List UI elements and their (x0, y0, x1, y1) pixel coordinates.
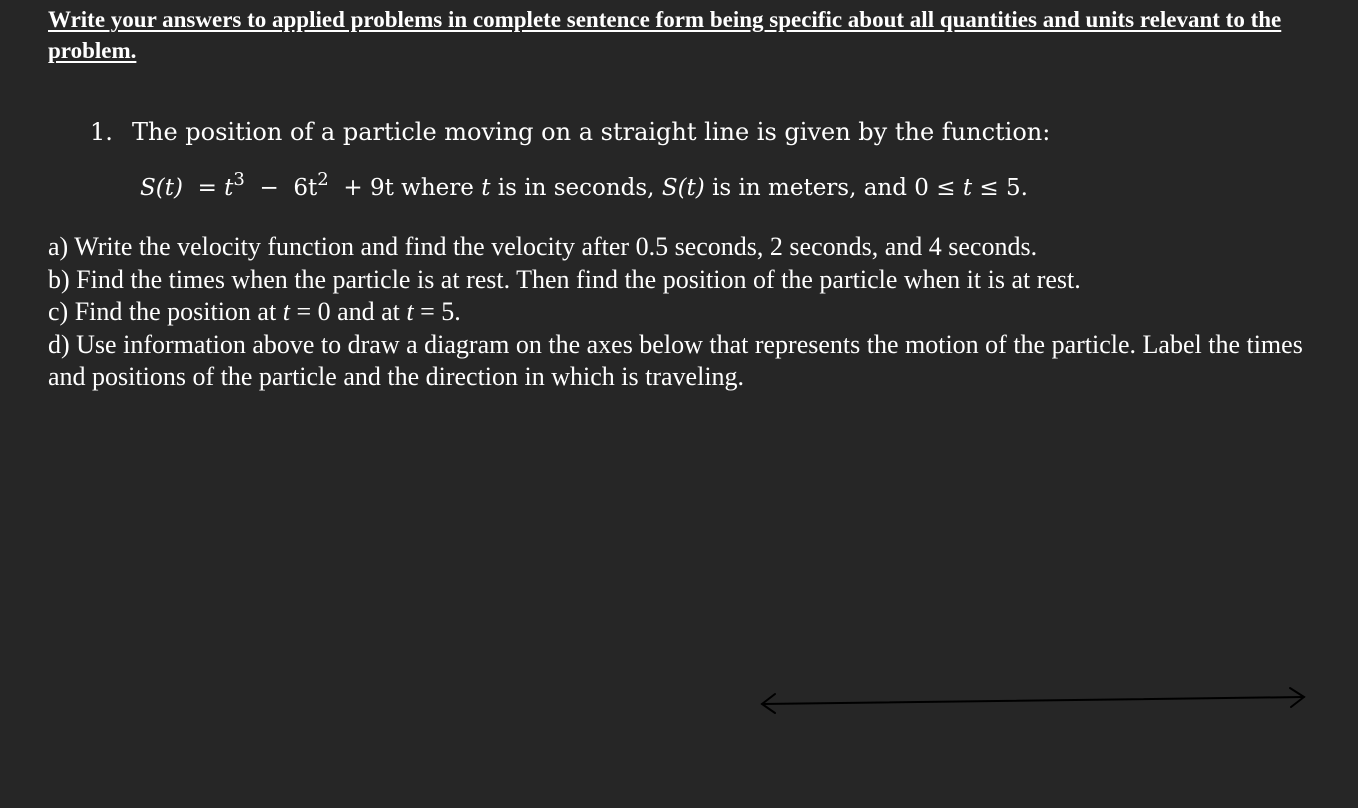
part-d: d) Use information above to draw a diagram on the axes below that represents the motion of the particle. Label the times and positions of the particle and the direction in which is traveling. (48, 329, 1303, 391)
part-a: a) Write the velocity function and find the velocity after 0.5 seconds, 2 seconds, and 4 seconds. (48, 232, 1038, 261)
part-c-t2: t (406, 297, 414, 326)
question-number: 1. (90, 118, 113, 146)
formula-meters: is in meters, and 0 ≤ (712, 175, 956, 201)
formula-lhs: S(t) (140, 175, 183, 201)
part-c-eq2: = 5. (420, 297, 461, 326)
formula-upper-bound: ≤ 5. (979, 175, 1028, 201)
formula-nine-t: + 9t (343, 175, 394, 201)
part-c (48, 296, 1318, 329)
formula-t-cubed: t (224, 175, 234, 201)
formula-equals: = (197, 175, 217, 201)
formula-seconds: is in seconds, (497, 175, 655, 201)
formula-where: where (401, 175, 474, 201)
formula-six-t: 6t (293, 175, 318, 201)
right-arrowhead (1290, 688, 1304, 707)
question-parts (48, 231, 1318, 394)
part-c-t1: t (282, 297, 290, 326)
position-formula (140, 170, 1028, 206)
part-b: b) Find the times when the particle is at rest. Then find the position of the particle when it is at rest. (48, 264, 1081, 294)
formula-minus: − (259, 175, 279, 201)
formula-exponent-2: 2 (317, 169, 329, 190)
part-c-text: c) Find the position at (48, 297, 277, 326)
number-line (762, 688, 1304, 713)
axis-line (762, 697, 1304, 704)
formula-exponent-3: 3 (233, 169, 245, 190)
formula-s-of-t: S(t) (661, 175, 705, 201)
formula-t-var: t (481, 175, 491, 201)
question-text: The position of a particle moving on a straight line is given by the function: (132, 118, 1051, 146)
part-c-eq1: = 0 and at (296, 297, 400, 326)
left-arrowhead (762, 694, 775, 713)
formula-t-domain: t (962, 175, 973, 201)
instruction-header: Write your answers to applied problems in complete sentence form being specific about all quantities and units relevant to the problem. (48, 7, 1282, 63)
question-statement (90, 114, 1050, 150)
